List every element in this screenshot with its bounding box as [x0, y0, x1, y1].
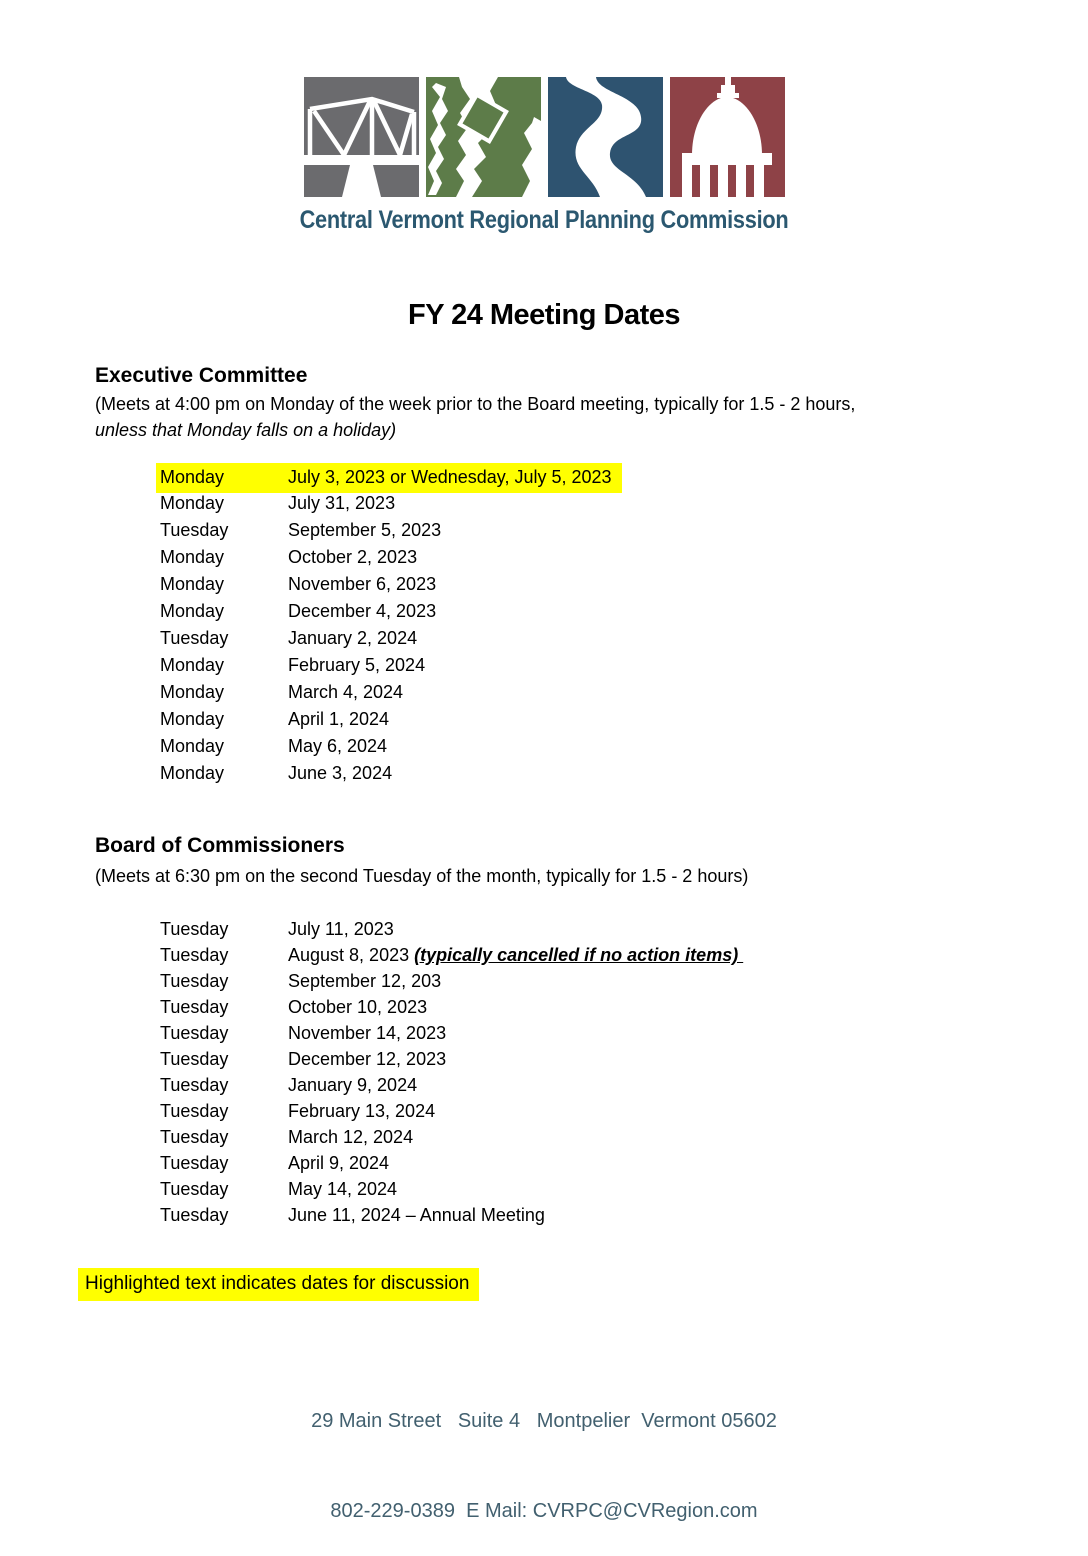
- board-of-commissioners-meeting-list: [160, 916, 743, 1228]
- footer: [0, 1346, 1088, 1556]
- meeting-day: Monday: [160, 601, 225, 621]
- executive-committee-meeting-list: [160, 463, 622, 787]
- meeting-date: November 6, 2023: [288, 574, 437, 594]
- meeting-day: Monday: [160, 467, 225, 487]
- meeting-row: [160, 1202, 743, 1228]
- executive-committee-heading: Executive Committee: [95, 364, 308, 387]
- logo-wordmark: Central Vermont Regional Planning Commission: [299, 206, 789, 234]
- meeting-date: June 11, 2024 – Annual Meeting: [288, 1205, 545, 1225]
- meeting-row: [160, 1046, 743, 1072]
- meeting-date: March 12, 2024: [288, 1127, 414, 1147]
- meeting-date: May 14, 2024: [288, 1179, 398, 1199]
- meeting-row: [160, 1020, 743, 1046]
- meeting-day: Tuesday: [160, 1023, 229, 1043]
- meeting-day: Monday: [160, 763, 225, 783]
- meeting-date: September 5, 2023: [288, 520, 442, 540]
- bridge-icon: [304, 77, 419, 197]
- meeting-day: Tuesday: [160, 997, 229, 1017]
- meeting-date: July 11, 2023: [288, 919, 394, 939]
- meeting-row: [160, 598, 622, 625]
- capitol-dome-icon: [670, 77, 785, 197]
- meeting-row: [160, 760, 622, 787]
- meeting-date: July 3, 2023 or Wednesday, July 5, 2023: [288, 467, 612, 487]
- meeting-day: Tuesday: [160, 971, 229, 991]
- meeting-date: October 2, 2023: [288, 547, 418, 567]
- winding-road-icon: [548, 77, 663, 197]
- meeting-day: Monday: [160, 655, 225, 675]
- meeting-date: March 4, 2024: [288, 682, 404, 702]
- meeting-day: Tuesday: [160, 628, 229, 648]
- meeting-day: Tuesday: [160, 1101, 229, 1121]
- cancellation-note: (typically cancelled if no action items): [414, 945, 744, 965]
- meeting-row: [160, 1072, 743, 1098]
- meeting-date: October 10, 2023: [288, 997, 428, 1017]
- meeting-day: Tuesday: [160, 945, 229, 965]
- meeting-row: [160, 706, 622, 733]
- meeting-date: September 12, 203: [288, 971, 442, 991]
- executive-committee-info-line2: unless that Monday falls on a holiday): [95, 420, 397, 440]
- meeting-day: Tuesday: [160, 1205, 229, 1225]
- meeting-date: December 12, 2023: [288, 1049, 447, 1069]
- executive-committee-info-line1: (Meets at 4:00 pm on Monday of the week prior to the Board meeting, typically for 1.5 - 2 hours,: [95, 394, 856, 414]
- meeting-row: [160, 1150, 743, 1176]
- meeting-day: Monday: [160, 574, 225, 594]
- board-of-commissioners-heading: Board of Commissioners: [95, 834, 345, 857]
- meeting-day: Monday: [160, 709, 225, 729]
- footer-address: 29 Main Street Suite 4 Montpelier Vermont 05602: [311, 1410, 777, 1432]
- highlighted-meeting: [156, 463, 622, 493]
- meeting-day: Monday: [160, 682, 225, 702]
- meeting-day: Tuesday: [160, 1179, 229, 1199]
- meeting-day: Tuesday: [160, 919, 229, 939]
- meeting-day: Tuesday: [160, 1153, 229, 1173]
- meeting-row: [160, 517, 622, 544]
- footer-contact: 802-229-0389 E Mail: CVRPC@CVRegion.com: [330, 1500, 758, 1522]
- meeting-date: April 9, 2024: [288, 1153, 390, 1173]
- meeting-day: Monday: [160, 547, 225, 567]
- meeting-date: June 3, 2024: [288, 763, 393, 783]
- meeting-date: April 1, 2024: [288, 709, 390, 729]
- meeting-row: [160, 733, 622, 760]
- meeting-date: December 4, 2023: [288, 601, 437, 621]
- meeting-row: [160, 490, 622, 517]
- meeting-date: November 14, 2023: [288, 1023, 447, 1043]
- meeting-row: [160, 1176, 743, 1202]
- meeting-row: [160, 463, 622, 490]
- meeting-row: [160, 1098, 743, 1124]
- meeting-date: January 2, 2024: [288, 628, 418, 648]
- meeting-row: [160, 942, 743, 968]
- board-of-commissioners-info: (Meets at 6:30 pm on the second Tuesday of the month, typically for 1.5 - 2 hours): [95, 866, 749, 886]
- meeting-row: [160, 544, 622, 571]
- meeting-date: August 8, 2023: [288, 945, 415, 965]
- meeting-day: Monday: [160, 736, 225, 756]
- meeting-row: [160, 652, 622, 679]
- meeting-row: [160, 679, 622, 706]
- meeting-date: July 31, 2023: [288, 493, 396, 513]
- meeting-date: February 13, 2024: [288, 1101, 436, 1121]
- meeting-row: [160, 994, 743, 1020]
- meeting-row: [160, 571, 622, 598]
- meeting-row: [160, 625, 622, 652]
- meeting-day: Tuesday: [160, 1049, 229, 1069]
- meeting-day: Tuesday: [160, 1127, 229, 1147]
- meeting-date: May 6, 2024: [288, 736, 388, 756]
- meeting-row: [160, 916, 743, 942]
- vermont-map-icon: [426, 77, 541, 197]
- logo: [0, 77, 1088, 197]
- meeting-day: Tuesday: [160, 1075, 229, 1095]
- meeting-day: Monday: [160, 493, 225, 513]
- meeting-date: February 5, 2024: [288, 655, 426, 675]
- page-title: FY 24 Meeting Dates: [407, 299, 680, 331]
- highlight-legend-note: Highlighted text indicates dates for discussion: [78, 1268, 479, 1301]
- meeting-day: Tuesday: [160, 520, 229, 540]
- meeting-date: January 9, 2024: [288, 1075, 418, 1095]
- meeting-row: [160, 1124, 743, 1150]
- meeting-row: [160, 968, 743, 994]
